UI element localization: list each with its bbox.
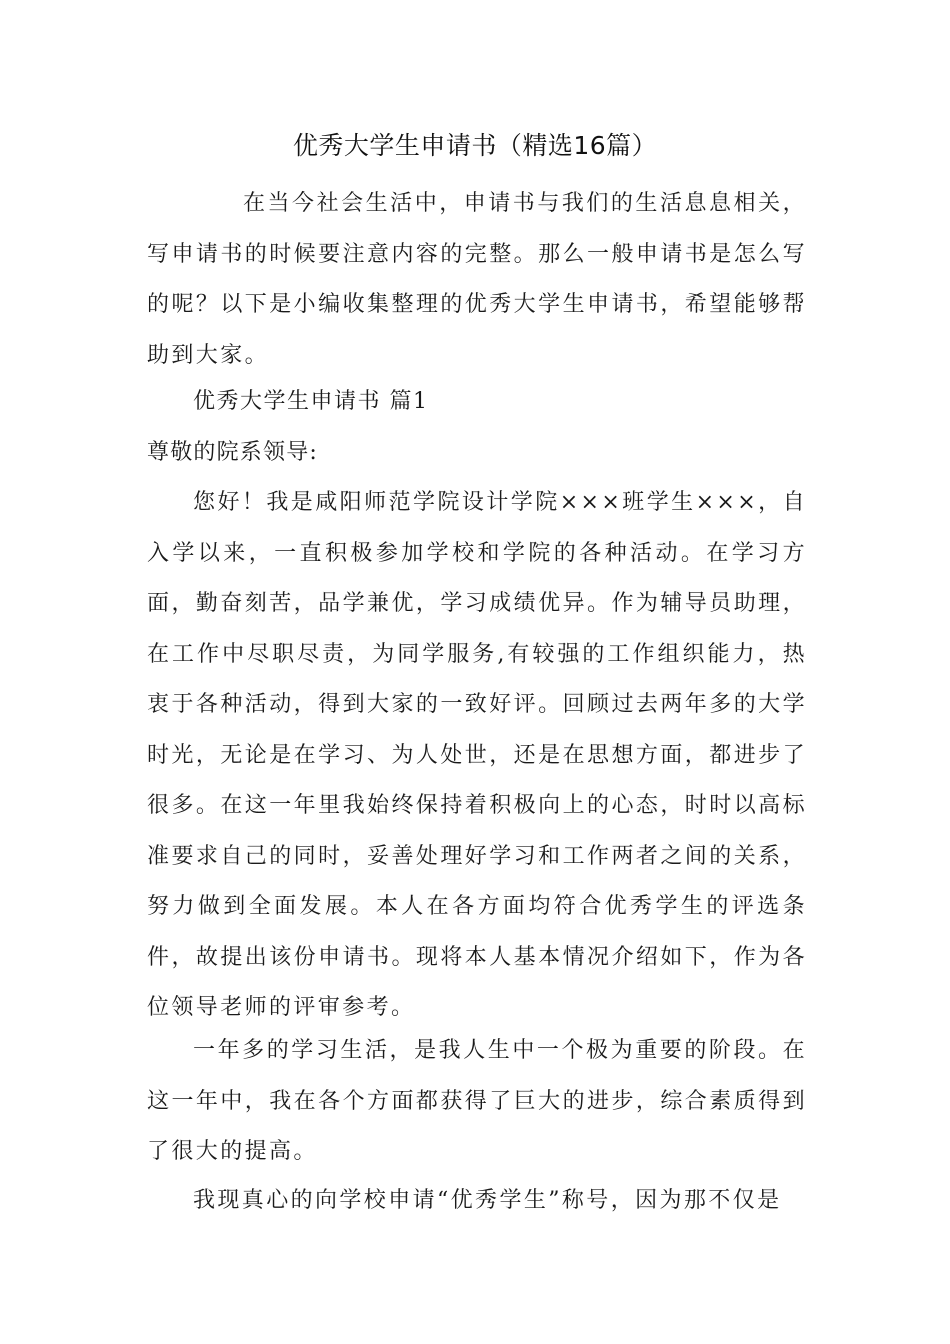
body-paragraph-3: 我现真心的向学校申请“优秀学生”称号，因为那不仅是 <box>193 1188 782 1213</box>
document-title: 优秀大学生申请书（精选16篇） <box>292 131 658 160</box>
body-paragraph-1: 您好！我是咸阳师范学院设计学院×××班学生×××，自入学以来，一直积极参加学校和学院的各种活动。在学习方面，勤奋刻苦，品学兼优，学习成绩优异。作为辅导员助理，在工作中尽职尽责，为同学服务,有较强的工作组织能力，热衷于各种活动，得到大家的一致好评。回顾过去两年多的大学时光，无论是在学习、为人处世，还是在思想方面，都进步了很多。在这一年里我始终保持着积极向上的心态，时时以高标准要求自己的同时，妥善处理好学习和工作两者之间的关系，努力做到全面发展。本人在各方面均符合优秀学生的评选条件，故提出该份申请书。现将本人基本情况介绍如下，作为各位领导老师的评审参考。 <box>147 490 807 1020</box>
body-paragraph-2: 一年多的学习生活，是我人生中一个极为重要的阶段。在这一年中，我在各个方面都获得了巨大的进步，综合素质得到了很大的提高。 <box>147 1038 807 1164</box>
section-heading: 优秀大学生申请书 篇1 <box>193 389 429 414</box>
salutation: 尊敬的院系领导: <box>147 440 319 465</box>
intro-paragraph: 在当今社会生活中，申请书与我们的生活息息相关，写申请书的时候要注意内容的完整。那么一般申请书是怎么写的呢？以下是小编收集整理的优秀大学生申请书，希望能够帮助到大家。 <box>147 191 807 368</box>
